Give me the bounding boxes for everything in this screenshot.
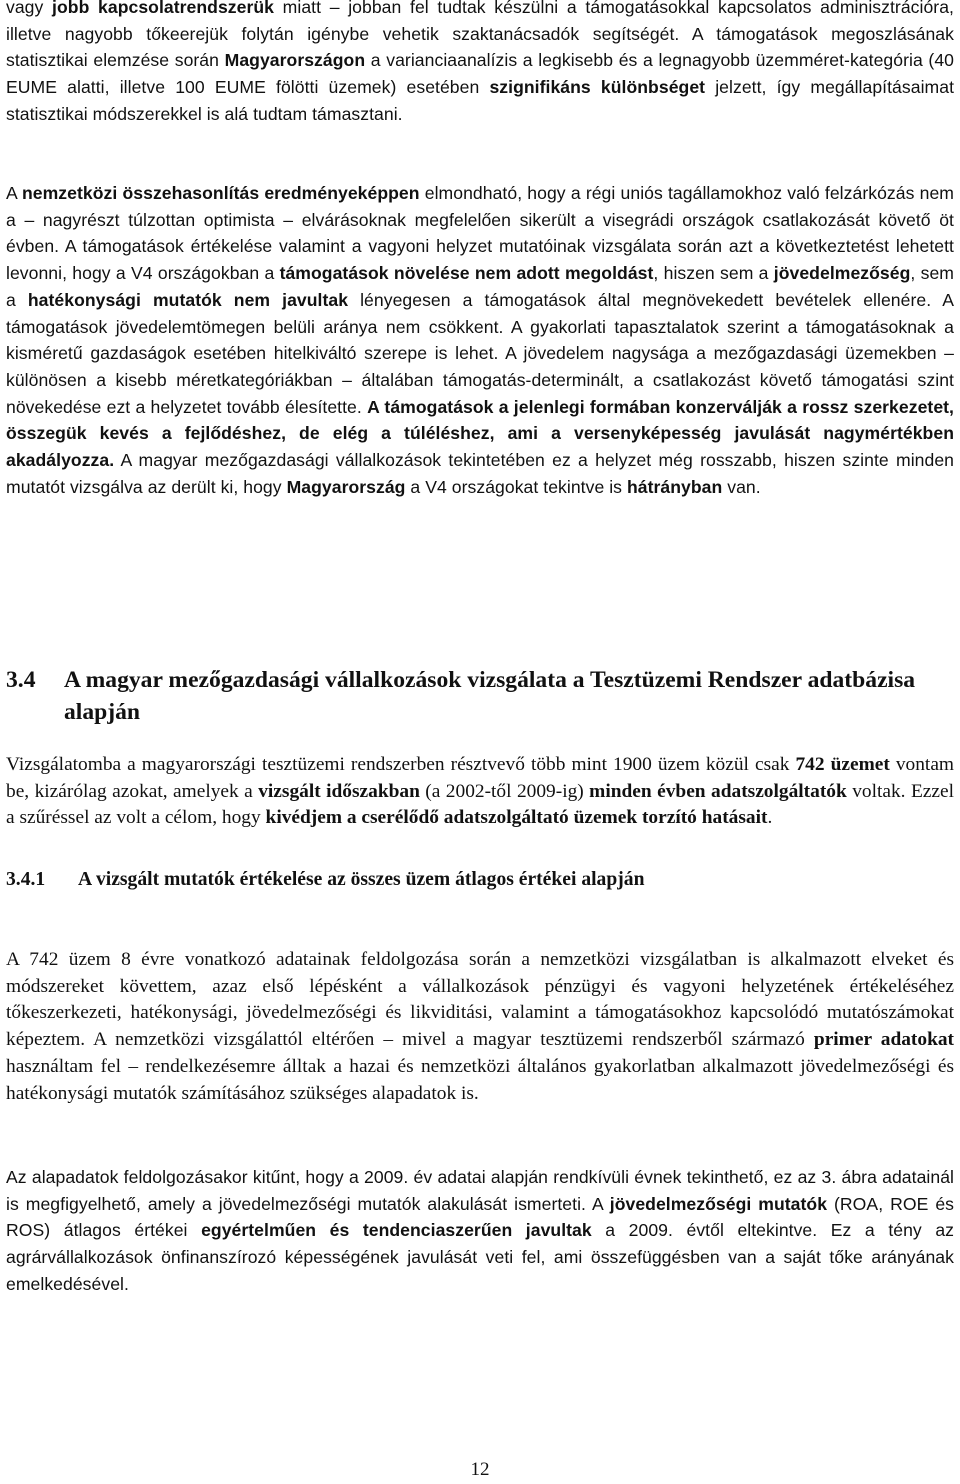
bold-text-run: Magyarországon xyxy=(224,50,366,71)
text-run: . xyxy=(767,807,773,829)
paragraph-sample-selection xyxy=(6,752,954,832)
text-run: A magyar mezőgazdasági vállalkozások tekintetében ez a helyzet még rosszabb, hiszen szinte minden mutatót vizsgálva az derült ki, hogy xyxy=(6,450,954,497)
paragraph-support-distribution xyxy=(6,0,954,128)
bold-text-run: kivédjem a cserélődő adatszolgáltató üzemek torzító hatásait xyxy=(265,807,768,829)
text-run: miatt – jobban fel tudtak készülni a támogatásokkal kapcsolatos adminisztrációra, illetve nagyobb tőkeerejük folytán igénybe vehetik szaktanácsadók segítségét. A támogatások megoszlásának statisztikai elemzése során xyxy=(6,0,954,71)
text-run: , sem a xyxy=(6,263,954,310)
text-run: használtam fel – rendelkezésemre álltak a hazai és nemzetközi általános gyakorlatban alkalmazott jövedelmezőségi és hatékonysági mutatók számításához szükséges alapadatok is. xyxy=(6,1055,954,1104)
paragraph-methodology xyxy=(6,947,954,1107)
bold-text-run: jövedelmezőségi mutatók xyxy=(609,1193,828,1214)
text-run: vontam be, kizárólag azokat, amelyek a xyxy=(6,754,955,802)
text-run: voltak. Ezzel a szűréssel az volt a célom, hogy xyxy=(6,780,955,829)
bold-text-run: minden évben adatszolgáltatók xyxy=(589,780,847,802)
paragraph-profitability-findings xyxy=(6,1164,954,1298)
paragraph-international-comparison xyxy=(6,180,954,500)
text-run: A xyxy=(6,183,22,203)
bold-text-run: egyértelműen és tendenciaszerűen javultak xyxy=(201,1220,592,1241)
bold-text-run: támogatások növelése nem adott megoldást xyxy=(279,263,654,284)
bold-text-run: A támogatások a jelenlegi formában konzerválják a rossz szerkezetet, összegük kevés a fejlődéshez, de elég a túléléshez, ami a versenyképesség javulását nagymértékben akadályozza. xyxy=(6,396,954,471)
section-heading-3-4 xyxy=(6,664,954,728)
subsection-heading-3-4-1 xyxy=(6,867,954,893)
text-run: vagy xyxy=(6,0,53,17)
text-run: a 2009. évtől eltekintve. Ez a tény az agrárvállalkozások önfinanszírozó képességének javulását veti fel, ami összefüggésben van a saját tőke arányának emelkedésével. xyxy=(6,1220,954,1294)
document-page xyxy=(6,0,954,1484)
bold-text-run: hatékonysági mutatók nem javultak xyxy=(27,289,349,310)
text-run: (a 2002-től 2009-ig) xyxy=(419,780,590,802)
bold-text-run: szignifikáns különbséget xyxy=(489,77,706,98)
text-run: A 742 üzem 8 évre vonatkozó adatainak feldolgozása során a nemzetközi vizsgálatban is alkalmazott elveket és módszereket követtem, azaz első lépésként a vállalkozások pénzügyi és vagyoni helyzetének értékeléséhez tőkeszerkezeti, hatékonysági, jövedelmezőségi és likviditási, valamint a támogatásokhoz kapcsolódó mutatószámokat képeztem. A nemzetközi vizsgálattól eltérően – mivel a magyar tesztüzemi rendszerből származó xyxy=(6,949,954,1051)
text-run: a varianciaanalízis a legkisebb és a legnagyobb üzemméret-kategória (40 EUME alatti, illetve 100 EUME fölötti üzemek) esetében xyxy=(6,50,954,98)
section-number: 3.4 xyxy=(6,667,36,693)
text-run: elmondható, hogy a régi uniós tagállamokhoz való felzárkózás nem a – nagyrészt túlzottan optimista – elvárásoknak megfelelően sikerült a visegrádi országok csatlakozását követő öt évben. A támogatások értékelése valamint a vagyoni helyzet mutatóinak vizsgálata során azt a következtetést lehetett levonni, hogy a V4 országokban a xyxy=(6,183,954,284)
text-run: , hiszen sem a xyxy=(653,263,774,284)
bold-text-run: jövedelmezőség xyxy=(773,263,911,284)
bold-text-run: hátrányban xyxy=(626,476,723,497)
text-run: van. xyxy=(722,476,761,497)
text-run: Az alapadatok feldolgozásakor kitűnt, hogy a 2009. év adatai alapján rendkívüli évnek tekinthető, ez az 3. ábra adatainál is megfigyelhető, amely a jövedelmezőségi mutatók alakulását ismerteti. A xyxy=(6,1167,954,1214)
bold-text-run: Magyarország xyxy=(286,476,406,497)
page-number: 12 xyxy=(470,1459,490,1480)
subsection-title: A vizsgált mutatók értékelése az összes üzem átlagos értékei alapján xyxy=(78,869,645,890)
bold-text-run: vizsgált időszakban xyxy=(258,780,420,802)
bold-text-run: primer adatokat xyxy=(813,1029,955,1051)
text-run: a V4 országokat tekintve is xyxy=(405,476,627,497)
text-run: (ROA, ROE és ROS) átlagos értékei xyxy=(6,1193,955,1241)
subsection-number: 3.4.1 xyxy=(6,869,46,890)
bold-text-run: nemzetközi összehasonlítás eredményeképpen xyxy=(21,183,420,203)
bold-text-run: 742 üzemet xyxy=(795,754,890,775)
bold-text-run: jobb kapcsolatrendszerük xyxy=(52,0,275,17)
text-run: jelzett, így megállapításaimat statisztikai módszerekkel is alá tudtam támasztani. xyxy=(6,77,955,124)
text-run: lényegesen a támogatások által megnövekedett bevételek ellenére. A támogatások jövedelemtömegen belüli aránya nem csökkent. A gyakorlati tapasztalatok szerint a támogatásoknak a kisméretű gazdaságok esetében hitelkiváltó szerepe is lehet. A jövedelem nagysága a mezőgazdasági üzemekben – különösen a kisebb méretkategóriákban – általában támogatás-determinált, a csatlakozást követő támogatási szint növekedése ezt a helyzetet tovább élesítette. xyxy=(6,289,954,417)
text-run: Vizsgálatomba a magyarországi tesztüzemi rendszerben résztvevő több mint 1900 üzem közül csak xyxy=(6,754,796,775)
section-title: A magyar mezőgazdasági vállalkozások vizsgálata a Tesztüzemi Rendszer adatbázisa alapján xyxy=(64,667,916,725)
